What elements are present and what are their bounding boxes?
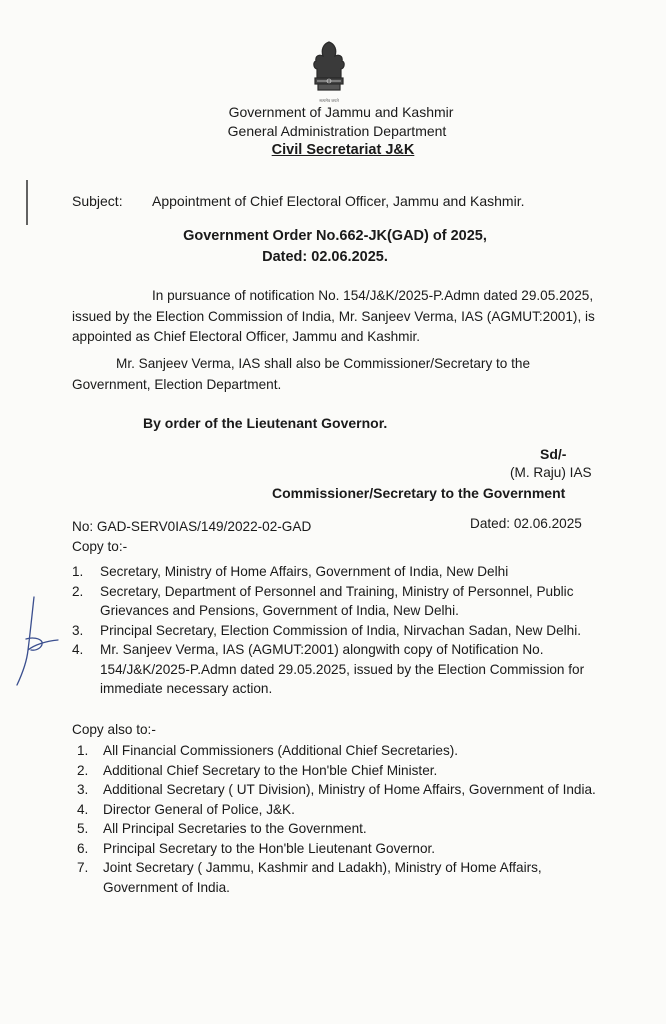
by-order-line: By order of the Lieutenant Governor. [143, 415, 388, 431]
list-item: 5. All Principal Secretaries to the Government. [77, 821, 367, 836]
order-title: Government Order No.662-JK(GAD) of 2025, [183, 228, 487, 244]
emblem-caption: सत्यमेव जयते [319, 98, 339, 103]
govt-name: Government of Jammu and Kashmir [228, 104, 454, 120]
list-item: 6. Principal Secretary to the Hon'ble Lieutenant Governor. [77, 840, 436, 856]
subject-label: Subject: [72, 193, 123, 209]
subject-text: Appointment of Chief Electoral Officer, Jammu and Kashmir. [152, 193, 525, 209]
reference-number: No: GAD-SERV0IAS/149/2022-02-GAD [72, 519, 312, 534]
copy-also-list [77, 741, 605, 897]
list-item: 7. Joint Secretary ( Jammu, Kashmir and Ladakh), Ministry of Home Affairs, Government of India. [77, 860, 542, 895]
list-item: 2. Secretary, Department of Personnel and Training, Ministry of Personnel, Public Grievances and Pensions, Government of India, New Delhi. [72, 583, 574, 618]
list-item: 3. Additional Secretary ( UT Division), Ministry of Home Affairs, Government of India. [77, 782, 596, 797]
copy-also-label: Copy also to:- [72, 722, 156, 737]
list-item: 4. Mr. Sanjeev Verma, IAS (AGMUT:2001) alongwith copy of Notification No. 154/J&K/2025-P.Admn dated 29.05.2025, issued by the Election Commission for immediate necessary action. [72, 642, 585, 696]
list-item: 2. Additional Chief Secretary to the Hon'ble Chief Minister. [77, 762, 438, 778]
handwritten-signature [12, 595, 62, 690]
list-item: 1. All Financial Commissioners (Additional Chief Secretaries). [77, 743, 459, 758]
margin-mark [26, 180, 28, 225]
signed-mark: Sd/- [540, 446, 567, 462]
list-item: 3. Principal Secretary, Election Commission of India, Nirvachan Sadan, New Delhi. [72, 622, 582, 638]
order-date: Dated: 02.06.2025. [262, 249, 388, 265]
reference-date: Dated: 02.06.2025 [470, 516, 582, 531]
body-paragraph-2: Mr. Sanjeev Verma, IAS shall also be Commissioner/Secretary to the Government, Election Department. [72, 356, 531, 392]
department-name: General Administration Department [227, 123, 447, 139]
secretariat-name: Civil Secretariat J&K [271, 142, 415, 158]
state-emblem-icon [305, 38, 353, 98]
signatory-name: (M. Raju) IAS [510, 465, 592, 480]
body-paragraph-1: In pursuance of notification No. 154/J&K/2025-P.Admn dated 29.05.2025, issued by the Election Commission of India, Mr. Sanjeev Verma, IAS (AGMUT:2001), is appointed as Chief Electoral Officer, Jammu and Kashmir. [72, 288, 595, 344]
copy-to-list [72, 562, 602, 699]
signatory-designation: Commissioner/Secretary to the Government [272, 485, 566, 501]
list-item: 4. Director General of Police, J&K. [77, 801, 295, 817]
copy-to-label: Copy to:- [72, 539, 128, 554]
list-item: 1. Secretary, Ministry of Home Affairs, Government of India, New Delhi [72, 564, 509, 579]
